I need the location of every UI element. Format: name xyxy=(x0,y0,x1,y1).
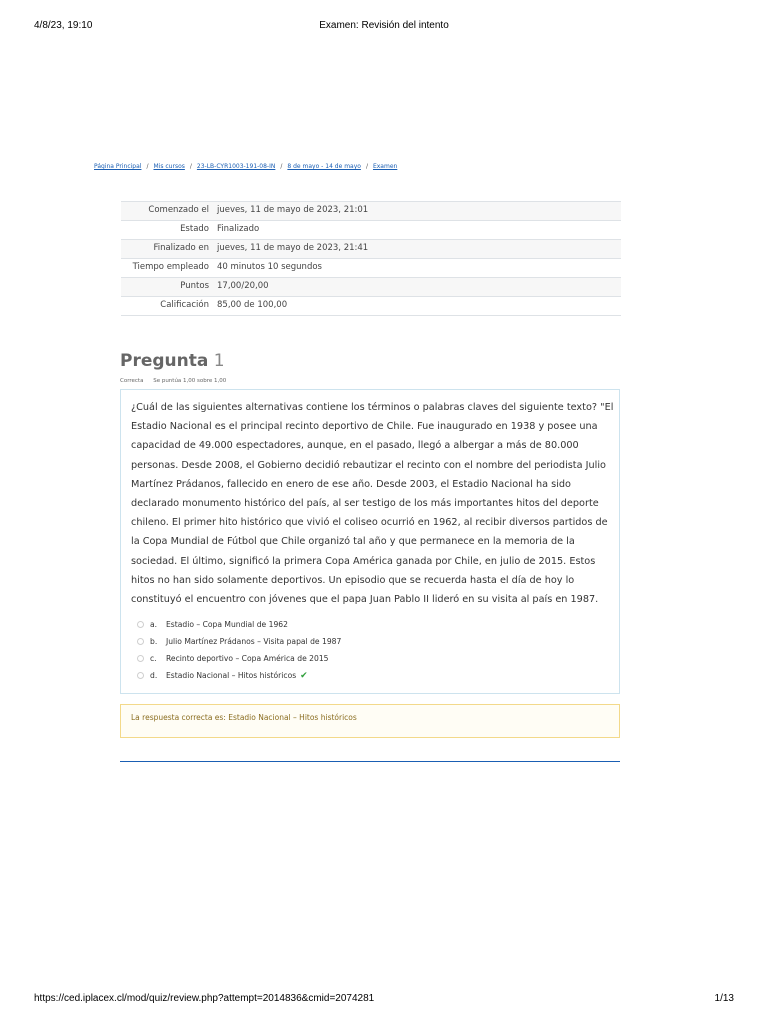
answer-option-d[interactable] xyxy=(137,667,341,684)
breadcrumb-separator: / xyxy=(280,163,283,170)
radio-button[interactable] xyxy=(137,655,144,662)
breadcrumb-home[interactable]: Página Principal xyxy=(94,163,142,170)
radio-button[interactable] xyxy=(137,672,144,679)
print-page-number: 1/13 xyxy=(714,993,734,1004)
answer-text: Julio Martínez Prádanos – Visita papal de 1987 xyxy=(166,637,342,646)
summary-row-grade xyxy=(121,297,621,316)
breadcrumb-my-courses[interactable]: Mis cursos xyxy=(153,163,185,170)
breadcrumb-week[interactable]: 8 de mayo - 14 de mayo xyxy=(287,163,361,170)
print-header xyxy=(0,20,768,34)
question-info xyxy=(120,378,226,384)
summary-value: 40 minutos 10 segundos xyxy=(215,259,621,278)
summary-row-started xyxy=(121,202,621,221)
print-page-title: Examen: Revisión del intento xyxy=(319,20,449,31)
summary-value: Finalizado xyxy=(215,221,621,240)
radio-button[interactable] xyxy=(137,638,144,645)
answer-text: Estadio Nacional – Hitos históricos xyxy=(166,671,297,680)
print-datetime: 4/8/23, 19:10 xyxy=(34,20,93,31)
answer-letter: b. xyxy=(150,637,158,646)
answer-letter: c. xyxy=(150,654,157,663)
summary-value: jueves, 11 de mayo de 2023, 21:41 xyxy=(215,240,621,259)
summary-label: Estado xyxy=(121,221,215,240)
question-status: Correcta xyxy=(120,378,144,384)
answer-letter: a. xyxy=(150,620,158,629)
breadcrumb-separator: / xyxy=(365,163,368,170)
question-heading xyxy=(120,351,225,371)
breadcrumb-separator: / xyxy=(189,163,192,170)
summary-value: jueves, 11 de mayo de 2023, 21:01 xyxy=(215,202,621,221)
answer-option-c[interactable] xyxy=(137,650,341,667)
print-footer xyxy=(0,993,768,1007)
question-number: 1 xyxy=(213,351,225,371)
question-text: ¿Cuál de las siguientes alternativas contiene los términos o palabras claves del siguiente texto? "El Estadio Nacional es el principal recinto deportivo de Chile. Fue inaugurado en 1938 y posee una capacidad de 49.000 espectadores, aunque, en el pasado, llegó a albergar a más de 80.000 personas. Desde 2008, el Gobierno decidió rebautizar el recinto con el nombre del periodista Julio Martínez Prádanos, fallecido en enero de ese año. Desde 2003, el Estadio Nacional ha sido declarado monumento histórico del país, al ser testigo de los más importantes hitos del deporte chileno. El primer hito histórico que vivió el coliseo ocurrió en 1962, al recibir diversos partidos de la Copa Mundial de Fútbol que Chile organizó tal año y que permanece en la memoria de la sociedad. El último, significó la primera Copa América ganada por Chile, en julio de 2015. Estos hitos no han sido solamente deportivos. Un episodio que se recuerda hasta el día de hoy lo constituyó el encuentro con jóvenes que el papa Juan Pablo II lideró en su visita al país en 1987. xyxy=(131,402,614,606)
summary-value: 17,00/20,00 xyxy=(215,278,621,297)
summary-label: Comenzado el xyxy=(121,202,215,221)
attempt-summary-table xyxy=(121,201,621,316)
answer-text: Estadio – Copa Mundial de 1962 xyxy=(166,620,288,629)
question-label: Pregunta xyxy=(120,351,209,371)
correct-answer-feedback xyxy=(120,704,620,738)
answer-option-a[interactable] xyxy=(137,616,341,633)
breadcrumb-course[interactable]: 23-LB-CYR1003-191-08-IN xyxy=(196,163,276,170)
summary-row-finished xyxy=(121,240,621,259)
section-divider xyxy=(120,761,620,762)
summary-label: Calificación xyxy=(121,297,215,316)
answer-list xyxy=(137,616,341,684)
summary-row-points xyxy=(121,278,621,297)
breadcrumb xyxy=(94,163,397,170)
answer-letter: d. xyxy=(150,671,158,680)
breadcrumb-separator: / xyxy=(146,163,149,170)
summary-label: Puntos xyxy=(121,278,215,297)
question-grade: Se puntúa 1,00 sobre 1,00 xyxy=(153,378,227,384)
radio-button[interactable] xyxy=(137,621,144,628)
summary-row-status xyxy=(121,221,621,240)
question-content-box xyxy=(120,389,620,694)
breadcrumb-exam[interactable]: Examen xyxy=(372,163,398,170)
answer-option-b[interactable] xyxy=(137,633,341,650)
summary-value: 85,00 de 100,00 xyxy=(215,297,621,316)
summary-label: Tiempo empleado xyxy=(121,259,215,278)
summary-label: Finalizado en xyxy=(121,240,215,259)
print-url: https://ced.iplacex.cl/mod/quiz/review.php?attempt=2014836&cmid=2074281 xyxy=(34,993,375,1004)
summary-row-time xyxy=(121,259,621,278)
answer-text: Recinto deportivo – Copa América de 2015 xyxy=(166,654,329,663)
check-icon: ✔ xyxy=(300,670,308,681)
feedback-text: La respuesta correcta es: Estadio Nacional – Hitos históricos xyxy=(131,713,357,722)
